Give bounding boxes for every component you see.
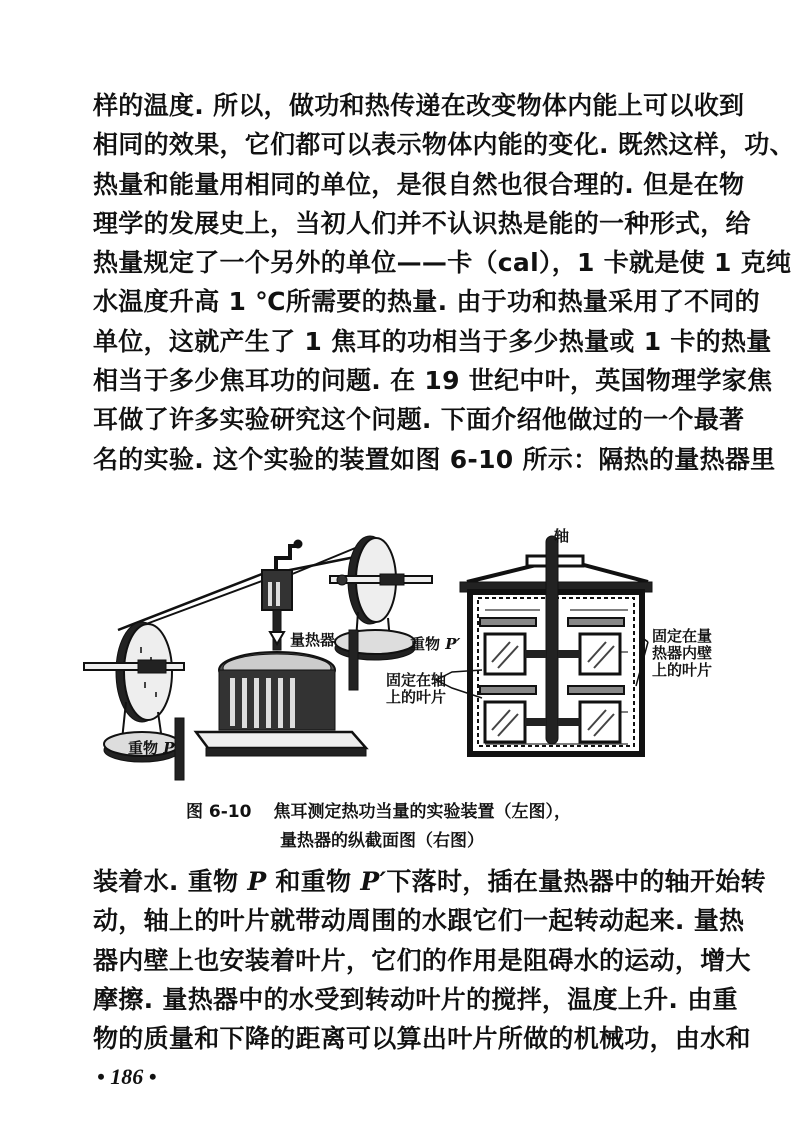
paragraph-top bbox=[93, 86, 795, 479]
page-number: • 186 • bbox=[97, 1064, 157, 1089]
text-line: 摩擦. 量热器中的水受到转动叶片的搅拌，温度上升. 由重 bbox=[93, 984, 738, 1014]
text-line: 理学的发展史上，当初人们并不认识热是能的一种形式，给 bbox=[93, 208, 751, 238]
text-line: 热量和能量用相同的单位，是很自然也很合理的. 但是在物 bbox=[93, 169, 745, 199]
figure-6-10 bbox=[80, 522, 730, 782]
text-line: 物的质量和下降的距离可以算出叶片所做的机械功，由水和 bbox=[93, 1024, 751, 1054]
text-line: 单位，这就产生了 1 焦耳的功相当于多少热量或 1 卡的热量 bbox=[93, 326, 772, 356]
paragraph-bottom bbox=[93, 862, 766, 1058]
text-line: 相同的效果，它们都可以表示物体内能的变化. 既然这样，功、 bbox=[93, 130, 795, 160]
text-line: 装着水. 重物 P 和重物 P′下落时，插在量热器中的轴开始转 bbox=[93, 867, 766, 896]
text-line: 器内壁上也安装着叶片，它们的作用是阻碍水的运动，增大 bbox=[93, 945, 751, 975]
label-weight-p: 重物 P bbox=[128, 739, 175, 757]
label-wall-blades: 固定在量 热器内壁 上的叶片 bbox=[652, 627, 713, 679]
text-line: 耳做了许多实验研究这个问题. 下面介绍他做过的一个最著 bbox=[93, 405, 745, 435]
label-weight-p-prime: 重物 P′ bbox=[410, 635, 461, 653]
text-line: 水温度升高 1 ℃所需要的热量. 由于功和热量采用了不同的 bbox=[93, 287, 760, 317]
calorimeter-cross-section bbox=[436, 536, 652, 754]
text-line: 样的温度. 所以，做功和热传递在改变物体内能上可以收到 bbox=[93, 91, 745, 120]
figure-number: 图 6-10 bbox=[186, 802, 252, 822]
text-line: 热量规定了一个另外的单位——卡（cal），1 卡就是使 1 克纯 bbox=[93, 248, 792, 278]
figure-caption: 图 6-10 焦耳测定热功当量的实验装置（左图）， 量热器的纵截面图（右图） bbox=[186, 802, 571, 851]
label-shaft-blades: 固定在轴 上的叶片 bbox=[386, 671, 447, 706]
text-line: 动，轴上的叶片就带动周围的水跟它们一起转动起来. 量热 bbox=[93, 906, 745, 936]
text-line: 名的实验. 这个实验的装置如图 6-10 所示：隔热的量热器里 bbox=[93, 444, 776, 474]
text-line: 相当于多少焦耳功的问题. 在 19 世纪中叶，英国物理学家焦 bbox=[93, 366, 773, 396]
label-axle: 轴 bbox=[554, 527, 570, 545]
label-calorimeter: 量热器 bbox=[290, 631, 336, 649]
joule-apparatus-illustration bbox=[80, 522, 730, 782]
